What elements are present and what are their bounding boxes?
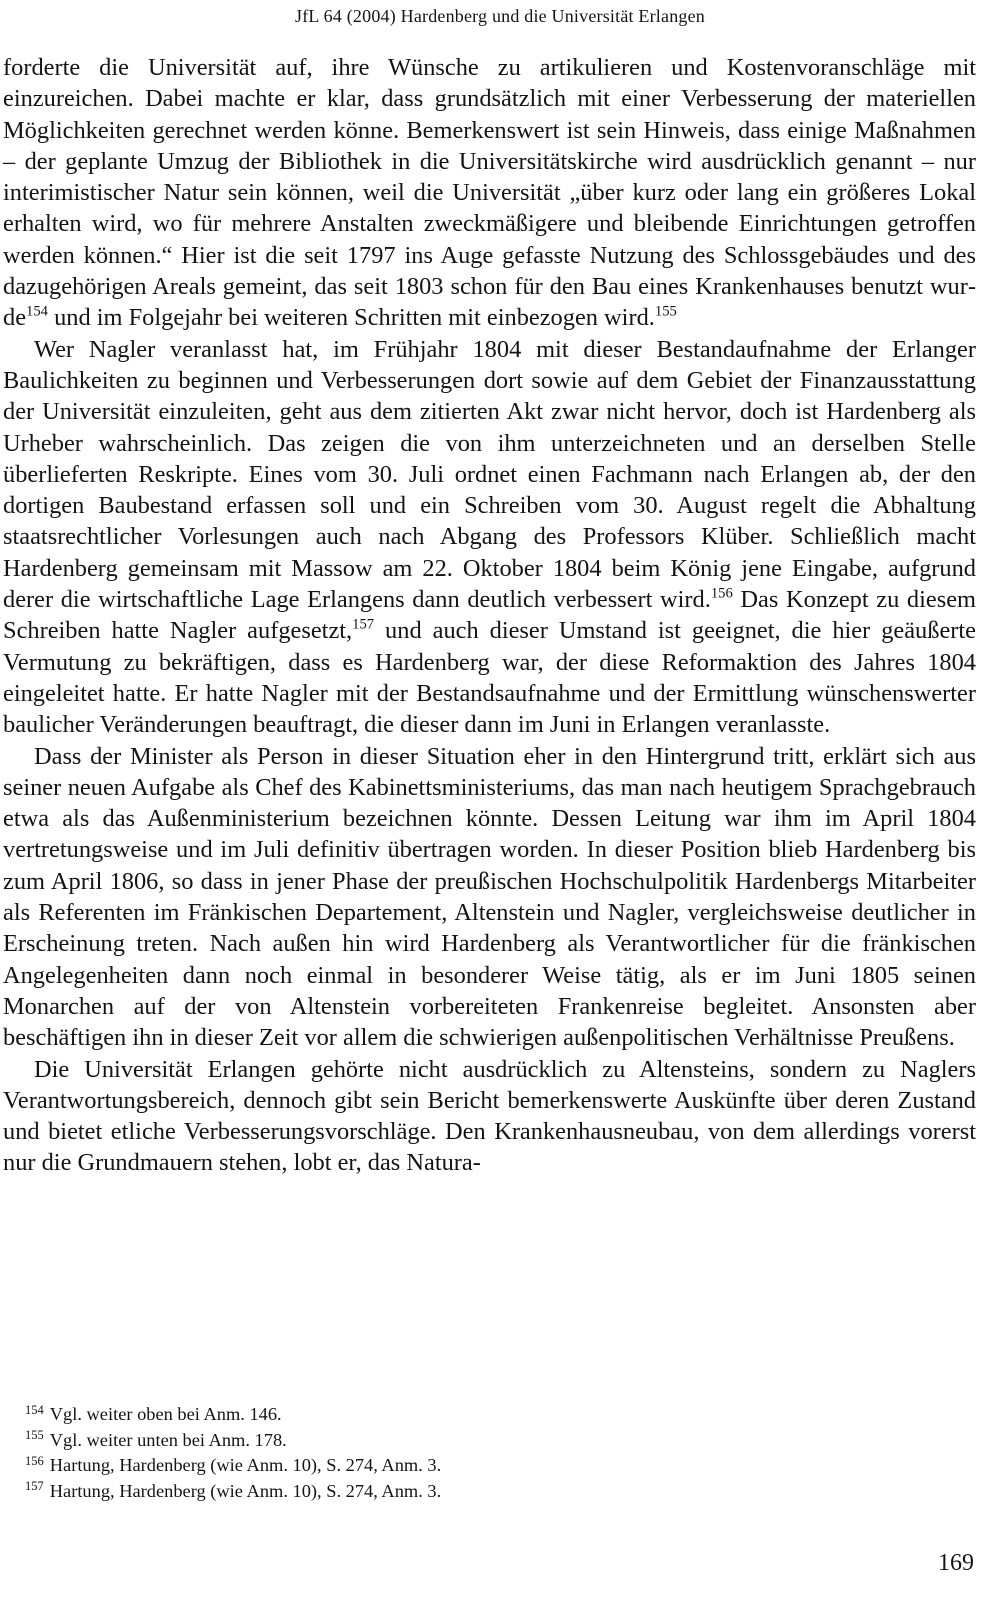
footnote-number: 155 bbox=[25, 1428, 44, 1443]
footnote-reference: 154 bbox=[26, 303, 48, 320]
footnote-reference: 156 bbox=[710, 585, 733, 602]
paragraph-text: Dass der Minister als Person in dieser Situation eher in den Hintergrund tritt, erklärt sich aus seiner neuen Aufgabe als Chef des Kabinettsministeriums, das man nach heutigem Sprachgebrauch etwa als das Außenministerium bezeichnen könnte. Dessen Leitung war ihm im April 1804 vertretungsweise und im Juli definitiv übertragen worden. In dieser Position blieb Hardenberg bis zum April 1806, so dass in jener Phase der preußischen Hochschulpolitik Hardenbergs Mitarbeiter als Referenten im Fränkischen Departement, Altenstein und Nagler, vergleichsweise deutlicher in Erscheinung treten. Nach außen hin wird Hardenberg als Verantwortlicher für die fränkischen Angelegenheiten dann noch einmal in besonderer Weise tätig, als er im Juni 1805 seinen Monarchen auf der von Altenstein vorbereiteten Frankenreise begleitet. Ansonsten aber beschäftigen ihn in dieser Zeit vor allem die schwierigen außenpolitischen Verhältnisse Preußens. bbox=[3, 742, 976, 1052]
footnote-text: Hartung, Hardenberg (wie Anm. 10), S. 274, Anm. 3. bbox=[49, 1480, 442, 1501]
body-paragraph bbox=[3, 741, 976, 1054]
body-text bbox=[3, 52, 976, 1179]
page-number: 169 bbox=[938, 1550, 974, 1576]
paragraph-text: Die Universität Erlangen gehörte nicht ausdrücklich zu Altensteins, sondern zu Naglers Verantwortungsbereich, dennoch gibt sein Bericht bemerkenswerte Auskünfte über deren Zustand und bietet etliche Verbesserungsvorschläge. Den Krankenhausneubau, von dem allerdings vorerst nur die Grundmauern stehen, lobt er, das Natura- bbox=[3, 1055, 976, 1177]
body-paragraph bbox=[3, 52, 976, 334]
paragraph-text: und im Folgejahr bei weiteren Schritten mit einbezogen wird. bbox=[47, 304, 655, 332]
body-paragraph bbox=[3, 334, 976, 741]
footnote-text: Vgl. weiter unten bei Anm. 178. bbox=[49, 1429, 287, 1450]
running-header: JfL 64 (2004) Hardenberg und die Universität Erlangen bbox=[295, 6, 705, 26]
footnote bbox=[25, 1479, 925, 1505]
footnote-number: 157 bbox=[25, 1479, 44, 1494]
footnote-text: Hartung, Hardenberg (wie Anm. 10), S. 274, Anm. 3. bbox=[49, 1455, 442, 1475]
footnote-reference: 157 bbox=[352, 616, 375, 633]
footnote-text: Vgl. weiter oben bei Anm. 146. bbox=[49, 1404, 282, 1424]
footnote-reference: 155 bbox=[654, 303, 677, 320]
paragraph-text: forderte die Universität auf, ihre Wünsche zu artikulieren und Kostenvoranschläge mit einzureichen. Dabei machte er klar, dass grundsätzlich mit einer Verbesserung der materiellen Möglichkeiten gerechnet werden könne. Bemerkenswert ist sein Hinweis, dass einige Maßnahmen – der geplante Umzug der Bibliothek in die Universitätskirche wird ausdrücklich genannt – nur interimistischer Natur sein können, weil die Universität „über kurz oder lang ein größeres Lokal erhalten wird, wo für mehrere Anstalten zweckmäßigere und bleibende Einrichtungen getroffen werden können.“ Hier ist die seit 1797 ins Auge gefasste Nutzung des Schlossgebäudes und des dazugehörigen Areals gemeint, das seit 1803 schon für den Bau eines Krankenhauses benutzt wurde bbox=[3, 54, 976, 332]
paragraph-text: Wer Nagler veranlasst hat, im Frühjahr 1804 mit dieser Bestandaufnahme der Erlanger Baulichkeiten zu beginnen und Verbesserungen dort sowie auf dem Gebiet der Finanzausstattung der Universität einzuleiten, geht aus dem zitierten Akt zwar nicht hervor, doch ist Hardenberg als Urheber wahrscheinlich. Das zeigen die von ihm unterzeichneten und an derselben Stelle überlieferten Reskripte. Eines vom 30. Juli ordnet einen Fachmann nach Erlangen ab, der den dortigen Baubestand erfassen soll und ein Schreiben vom 30. August regelt die Abhaltung staatsrechtlicher Vorlesungen auch nach Abgang des Professors Klüber. Schließlich macht Hardenberg gemeinsam mit Massow am 22. Oktober 1804 beim König jene Eingabe, aufgrund derer die wirtschaftliche Lage Erlangens dann deutlich verbessert wird. bbox=[3, 335, 976, 614]
footnotes bbox=[25, 1402, 925, 1504]
paragraph-text: Das Konzept zu diesem Schreiben hatte Nagler aufgesetzt, bbox=[3, 586, 976, 645]
footnote-number: 154 bbox=[25, 1402, 44, 1417]
body-paragraph bbox=[3, 1054, 976, 1179]
paragraph-text: und auch dieser Umstand ist geeignet, die hier geäußerte Vermutung zu bekräftigen, dass es Hardenberg war, der diese Reformaktion des Jahres 1804 eingeleitet hatte. Er hatte Nagler mit der Bestandsaufnahme und der Ermittlung wünschenswerter baulicher Veränderungen beauftragt, die dieser dann im Juni in Erlangen veranlasste. bbox=[3, 617, 976, 739]
footnote-number: 156 bbox=[25, 1453, 44, 1468]
footnote bbox=[25, 1402, 925, 1428]
footnote bbox=[25, 1453, 925, 1479]
footnote bbox=[25, 1428, 925, 1454]
